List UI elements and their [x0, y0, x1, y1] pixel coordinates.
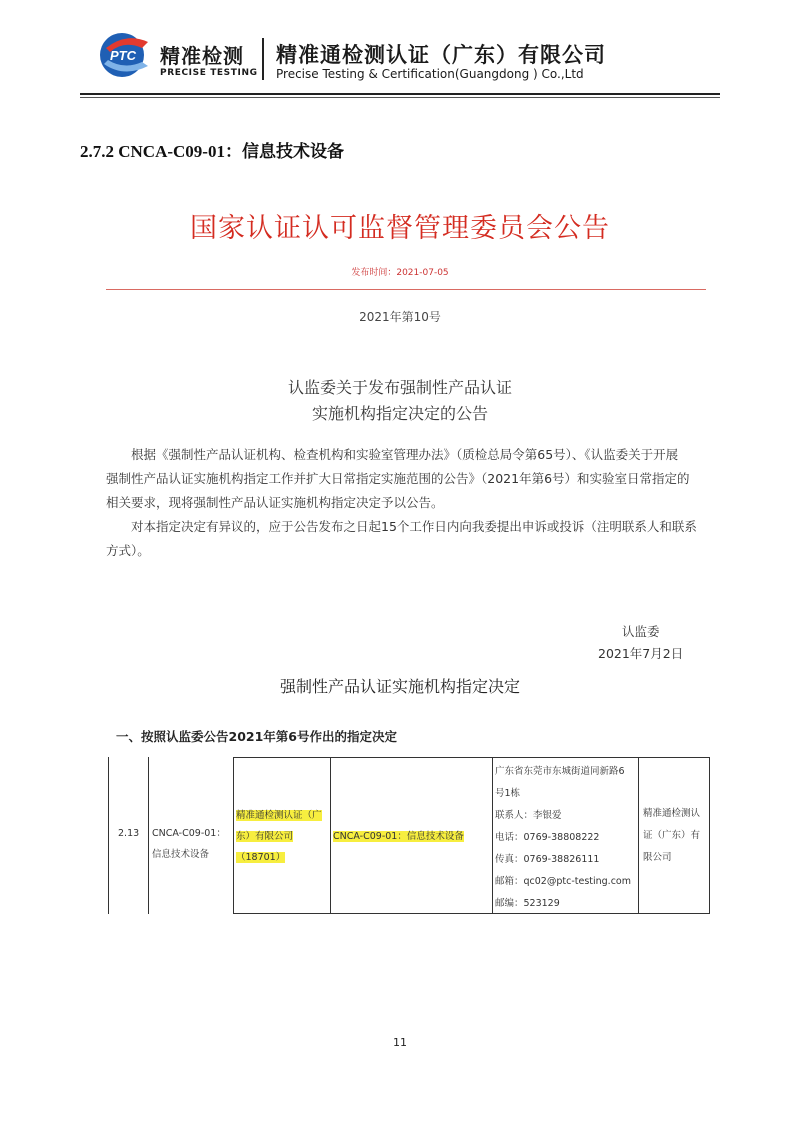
page-number: 11 — [393, 1036, 407, 1049]
table-border — [709, 757, 710, 914]
organization-line: 东）有限公司 — [236, 831, 294, 842]
header-divider — [262, 38, 264, 80]
note-line: 证（广东）有 — [643, 830, 701, 841]
decision-section-heading: 一、按照认监委公告2021年第6号作出的指定决定 — [116, 729, 397, 744]
contact-cell — [495, 761, 631, 915]
paragraph-line: 方式）。 — [106, 543, 150, 558]
brand-name-cn: 精准检测 — [160, 44, 244, 68]
company-name-en: Precise Testing & Certification(Guangdong ) Co.,Ltd — [276, 67, 584, 81]
organization-cell — [236, 805, 322, 868]
address-line: 广东省东莞市东城街道同新路6 — [495, 766, 625, 777]
table-border — [638, 757, 639, 914]
brand-name-en: PRECISE TESTING — [160, 68, 258, 78]
standard-code: CNCA-C09-01： — [152, 828, 226, 839]
standard-name: 信息技术设备 — [152, 849, 210, 860]
title-divider — [106, 289, 706, 290]
table-border — [148, 757, 149, 914]
company-name-cn: 精准通检测认证（广东）有限公司 — [276, 43, 606, 67]
organization-line: 精准通检测认证（广 — [236, 810, 322, 821]
table-border — [233, 913, 710, 914]
phone: 电话：0769-38808222 — [495, 832, 600, 843]
note-cell — [643, 803, 700, 869]
row-number: 2.13 — [118, 828, 140, 839]
sign-date: 2021年7月2日 — [598, 646, 684, 661]
email: 邮箱：qc02@ptc-testing.com — [495, 876, 631, 887]
address-line: 号1栋 — [495, 788, 521, 799]
announcement-subtitle-line2: 实施机构指定决定的公告 — [311, 404, 488, 423]
note-line: 精准通检测认 — [643, 808, 701, 819]
paragraph-line: 相关要求，现将强制性产品认证实施机构指定决定予以公告。 — [106, 495, 444, 510]
paragraph-line: 根据《强制性产品认证机构、检查机构和实验室管理办法》（质检总局令第65号）、《认监委关于开展 — [131, 447, 679, 462]
header-rule — [80, 93, 720, 95]
organization-code: （18701） — [236, 852, 286, 863]
announcement-paragraph-1 — [106, 443, 706, 515]
note-line: 限公司 — [643, 852, 672, 863]
announcement-subtitle-line1: 认监委关于发布强制性产品认证 — [287, 378, 512, 397]
document-number: 2021年第10号 — [359, 310, 441, 324]
signer: 认监委 — [622, 624, 660, 639]
header-rule-thin — [80, 97, 720, 98]
table-border — [233, 757, 234, 914]
table-border — [233, 757, 710, 758]
section-heading: 2.7.2 CNCA-C09-01：信息技术设备 — [80, 142, 344, 161]
logo-letters: PTC — [110, 48, 136, 63]
table-border — [492, 757, 493, 914]
table-border — [108, 757, 109, 914]
table-border — [330, 757, 331, 914]
company-logo — [96, 28, 156, 82]
decision-title: 强制性产品认证实施机构指定决定 — [279, 677, 520, 696]
standard-cell — [152, 823, 226, 865]
paragraph-line: 对本指定决定有异议的，应于公告发布之日起15个工作日内向我委提出申诉或投诉（注明联系人和联系 — [131, 519, 697, 534]
publish-date: 发布时间：2021-07-05 — [351, 268, 449, 278]
announcement-paragraph-2 — [106, 515, 706, 563]
scope-cell — [333, 826, 464, 847]
paragraph-line: 强制性产品认证实施机构指定工作并扩大日常指定实施范围的公告》（2021年第6号）和实验室日常指定的 — [106, 471, 690, 486]
scope-text: CNCA-C09-01：信息技术设备 — [333, 831, 464, 842]
announcement-title: 国家认证认可监督管理委员会公告 — [190, 213, 610, 244]
postcode: 邮编：523129 — [495, 898, 560, 909]
designation-table — [108, 757, 710, 914]
fax: 传真：0769-38826111 — [495, 854, 600, 865]
contact-person: 联系人：李银爱 — [495, 810, 562, 821]
